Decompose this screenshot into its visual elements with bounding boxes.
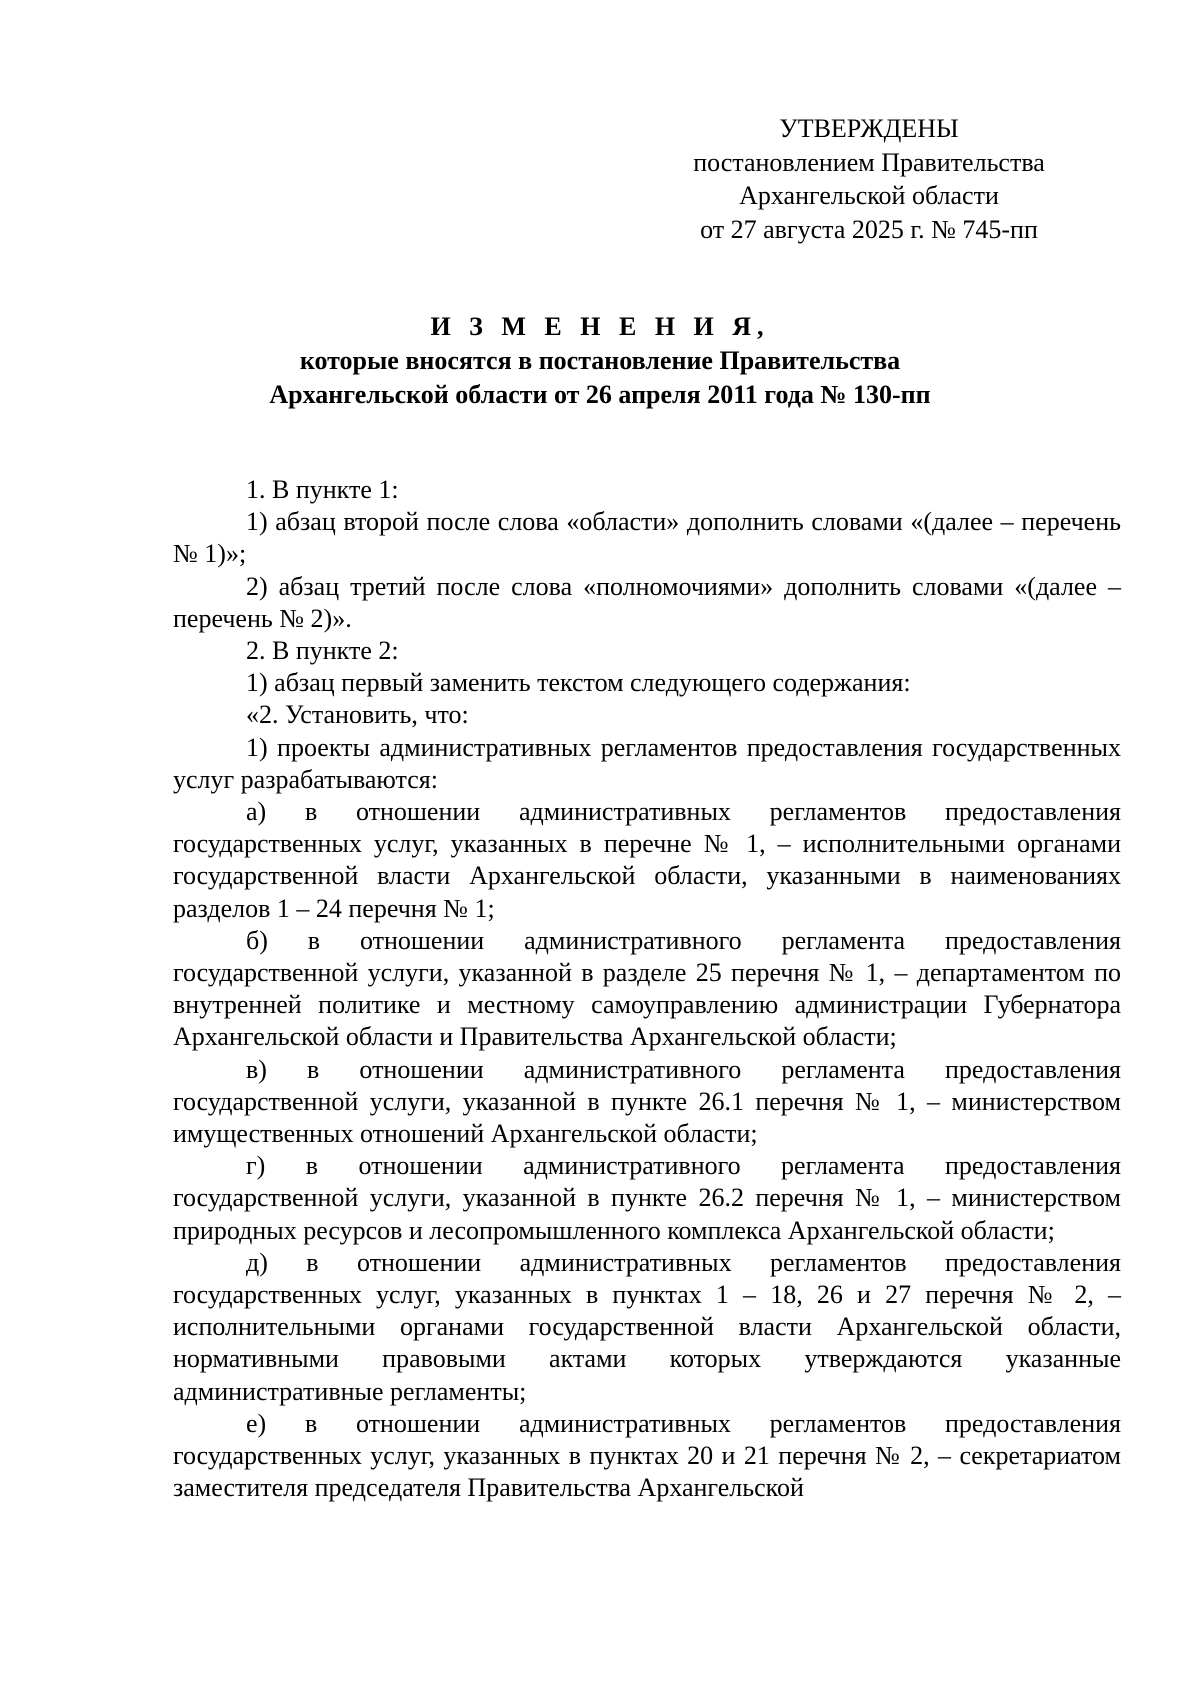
paragraph: 1) абзац второй после слова «области» дополнить словами «(далее – перечень № 1)»; [173,507,1121,569]
approval-stamp-block [648,112,1090,246]
paragraph: 1) абзац первый заменить текстом следующего содержания: [246,668,911,698]
document-title [160,310,1040,412]
paragraph: д) в отношении административных регламентов предоставления государственных услуг, указанных в пунктах 1 – 18, 26 и 27 перечня № 2, – исполнительными органами государственной власти Архангельской области, нормативными правовыми актами которых утверждаются указанные административные регламенты; [173,1247,1121,1406]
approval-region: Архангельской области [739,181,999,210]
title-subline: которые вносятся в постановление Правительства [299,346,901,375]
paragraph: «2. Установить, что: [246,700,469,730]
paragraph: а) в отношении административных регламентов предоставления государственных услуг, указанных в перечне № 1, – исполнительными органами государственной власти Архангельской области, указанными в наименованиях разделов 1 – 24 перечня № 1; [173,797,1121,923]
paragraph: б) в отношении административного регламента предоставления государственной услуги, указанной в разделе 25 перечня № 1, – департаментом по внутренней политике и местному самоуправлению администрации Губернатора Архангельской области и Правительства Архангельской области; [173,925,1121,1052]
paragraph: 1) проекты административных регламентов предоставления государственных услуг разрабатываются: [173,732,1121,794]
title-reference: Архангельской области от 26 апреля 2011 года № 130-пп [269,380,931,409]
paragraph: 2. В пункте 2: [246,636,399,666]
title-heading: И З М Е Н Е Н И Я, [430,312,770,341]
approval-heading: УТВЕРЖДЕНЫ [779,114,959,143]
document-body [173,474,1121,1505]
paragraph: г) в отношении административного регламента предоставления государственной услуги, указанной в пункте 26.2 перечня № 1, – министерством природных ресурсов и лесопромышленного комплекса Архангельской области; [173,1151,1121,1245]
paragraph: 1. В пункте 1: [246,475,399,504]
paragraph: в) в отношении административного регламента предоставления государственной услуги, указанной в пункте 26.1 перечня № 1, – министерством имущественных отношений Архангельской области; [173,1054,1121,1149]
approval-issuer: постановлением Правительства [693,147,1045,177]
approval-date-number: от 27 августа 2025 г. № 745-пп [700,214,1038,244]
paragraph: е) в отношении административных регламентов предоставления государственных услуг, указанных в пунктах 20 и 21 перечня № 2, – секретариатом заместителя председателя Правительства Архангельской [173,1408,1121,1503]
paragraph: 2) абзац третий после слова «полномочиями» дополнить словами «(далее – перечень № 2)». [173,571,1121,633]
